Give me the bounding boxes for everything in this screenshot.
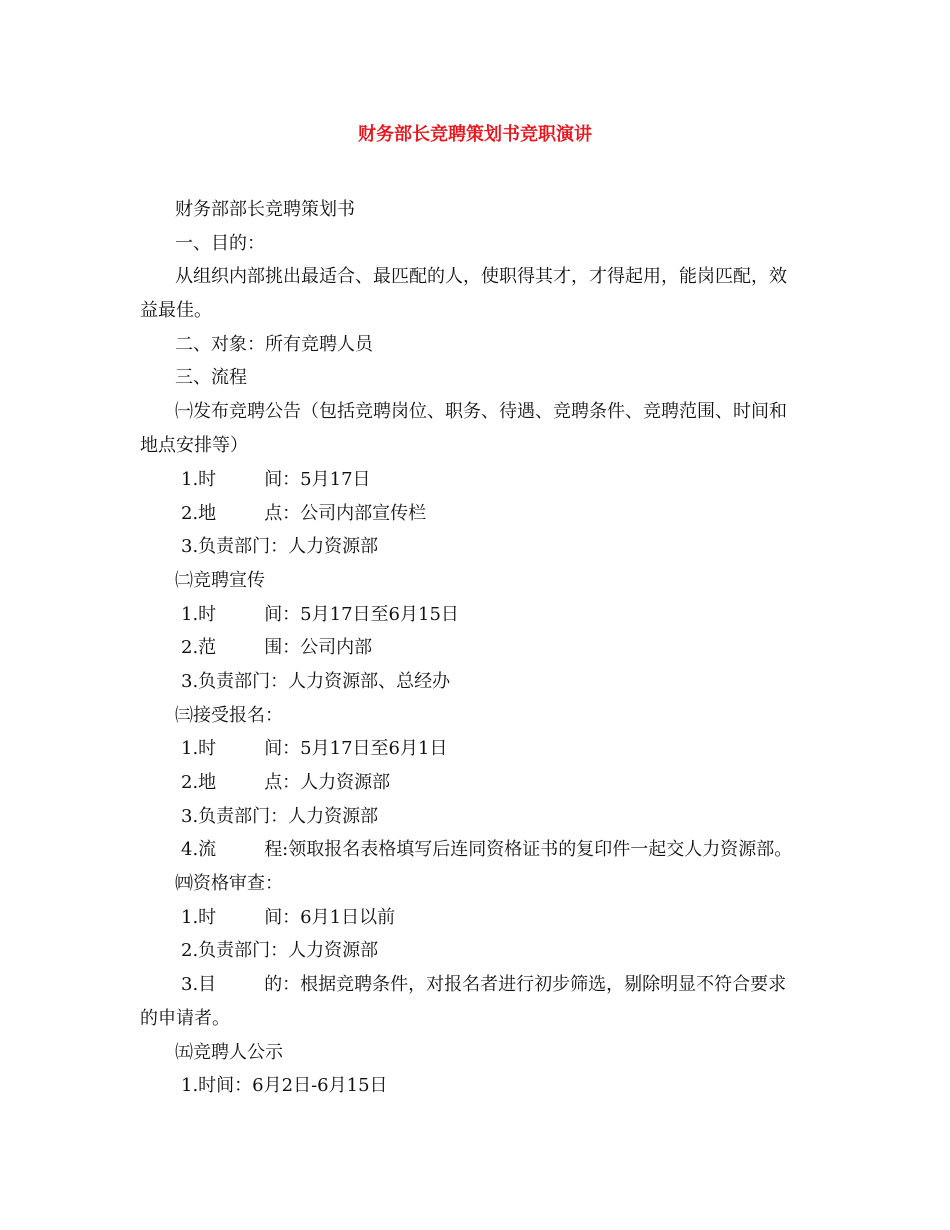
step-1-place <box>181 503 426 525</box>
step-5-title: ㈤竞聘人公示 <box>175 1042 283 1063</box>
step-4-dept: 2.负责部门：人力资源部 <box>181 940 379 961</box>
label-place-b: 2.地 <box>181 772 217 793</box>
step-3-place <box>181 772 390 794</box>
step-1-title-1: ㈠发布竞聘公告（包括竞聘岗位、职务、待遇、竞聘条件、竞聘范围、时间和 <box>175 401 787 422</box>
step-4-goal <box>181 974 786 996</box>
label-flow: 4.流 <box>181 839 217 860</box>
step-3-time-value: 间：5月17日至6月1日 <box>264 738 448 759</box>
document-title: 财务部长竞聘策划书竞职演讲 <box>358 124 592 145</box>
label-scope: 2.范 <box>181 637 217 658</box>
step-2-dept: 3.负责部门：人力资源部、总经办 <box>181 671 451 692</box>
step-3-title: ㈢接受报名： <box>175 705 283 726</box>
step-5-time: 1.时间：6月2日-6月15日 <box>181 1075 388 1096</box>
step-2-scope-value: 围：公司内部 <box>264 637 373 658</box>
step-4-goal-value: 的：根据竞聘条件，对报名者进行初步筛选，剔除明显不符合要求 <box>264 974 787 995</box>
step-2-time <box>181 604 459 626</box>
step-1-title-2: 地点安排等） <box>140 435 248 456</box>
heading-purpose: 一、目的： <box>175 233 265 254</box>
step-4-title: ㈣资格审查： <box>175 873 283 894</box>
step-2-title: ㈡竞聘宣传 <box>175 570 265 591</box>
heading-plan: 财务部部长竞聘策划书 <box>175 199 355 220</box>
label-time-b: 1.时 <box>181 604 217 625</box>
heading-process: 三、流程 <box>175 367 247 388</box>
label-time-c: 1.时 <box>181 738 217 759</box>
step-1-place-value: 点：公司内部宣传栏 <box>264 503 427 524</box>
step-1-dept: 3.负责部门：人力资源部 <box>181 536 379 557</box>
step-2-time-value: 间：5月17日至6月15日 <box>264 604 459 625</box>
label-time-a: 1.时 <box>181 469 217 490</box>
label-time-d: 1.时 <box>181 907 217 928</box>
step-1-time <box>181 469 371 491</box>
purpose-text-1: 从组织内部挑出最适合、最匹配的人，使职得其才，才得起用，能岗匹配，效 <box>175 266 787 287</box>
step-1-time-value: 间：5月17日 <box>264 469 371 490</box>
step-3-flow <box>181 839 792 861</box>
step-4-goal-cont: 的申请者。 <box>140 1008 230 1029</box>
step-4-time-value: 间：6月1日以前 <box>264 907 396 928</box>
step-3-time <box>181 738 447 760</box>
purpose-text-2: 益最佳。 <box>140 300 212 321</box>
heading-target: 二、对象：所有竞聘人员 <box>175 334 373 355</box>
step-3-dept: 3.负责部门：人力资源部 <box>181 806 379 827</box>
label-goal: 3.目 <box>181 974 217 995</box>
label-place-a: 2.地 <box>181 503 217 524</box>
step-3-flow-value: 程:领取报名表格填写后连同资格证书的复印件一起交人力资源部。 <box>264 839 793 860</box>
step-2-scope <box>181 637 372 659</box>
step-3-place-value: 点：人力资源部 <box>264 772 391 793</box>
step-4-time <box>181 907 395 929</box>
